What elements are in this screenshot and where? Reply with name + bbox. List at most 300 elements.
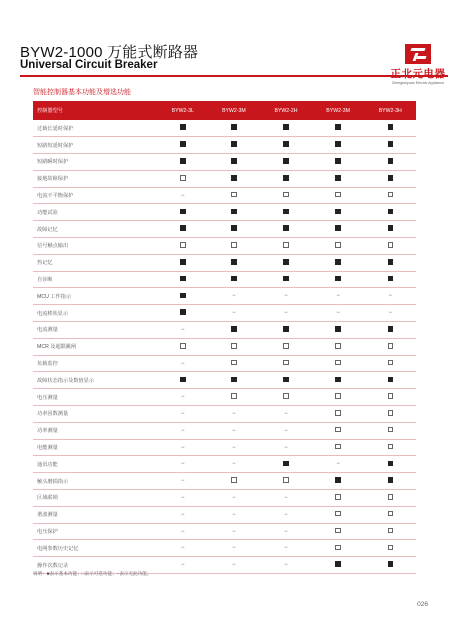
filled-square-icon xyxy=(283,461,289,467)
table-header-cell: BYW2-3M xyxy=(222,107,246,114)
filled-square-icon xyxy=(231,209,237,215)
table-row xyxy=(33,154,416,171)
dash-icon: − xyxy=(284,528,288,535)
feature-cell xyxy=(260,406,311,423)
feature-cell xyxy=(312,322,365,339)
feature-cell xyxy=(312,271,365,288)
feature-cell xyxy=(365,406,417,423)
feature-cell xyxy=(208,154,261,171)
feature-cell xyxy=(208,238,261,255)
table-header-cell: BYW2-3H xyxy=(378,107,402,114)
dash-icon: − xyxy=(336,310,340,317)
table-header-cell: BYW2-2H xyxy=(274,107,298,114)
feature-cell xyxy=(208,456,261,473)
feature-label: 故障记忆 xyxy=(37,226,58,233)
feature-label: 信号触点输出 xyxy=(37,243,69,250)
empty-square-icon xyxy=(335,192,341,198)
feature-cell xyxy=(158,322,208,339)
feature-cell xyxy=(365,305,417,322)
empty-square-icon xyxy=(335,242,341,248)
feature-cell xyxy=(260,338,311,355)
feature-cell xyxy=(365,506,417,523)
feature-cell xyxy=(158,406,208,423)
feature-cell xyxy=(208,540,261,557)
empty-square-icon xyxy=(180,343,186,349)
dash-icon: − xyxy=(181,461,185,468)
table-row xyxy=(33,422,416,439)
function-table xyxy=(33,101,416,574)
feature-cell xyxy=(365,456,417,473)
feature-cell xyxy=(158,187,208,204)
dash-icon: − xyxy=(284,545,288,552)
feature-cell xyxy=(208,422,261,439)
dash-icon: − xyxy=(181,494,185,501)
feature-cell xyxy=(312,338,365,355)
feature-cell xyxy=(158,221,208,238)
feature-cell xyxy=(158,439,208,456)
filled-square-icon xyxy=(231,377,237,383)
filled-square-icon xyxy=(180,309,186,315)
empty-square-icon xyxy=(388,528,394,534)
feature-cell xyxy=(365,288,417,305)
feature-cell xyxy=(312,288,365,305)
feature-cell xyxy=(312,120,365,137)
feature-label: 电流测量 xyxy=(37,327,58,334)
table-row xyxy=(33,355,416,372)
dash-icon: − xyxy=(232,427,236,434)
feature-label: 功能试验 xyxy=(37,209,58,216)
table-body xyxy=(33,120,416,574)
filled-square-icon xyxy=(388,158,394,164)
feature-label: 电网参数历史记忆 xyxy=(37,545,79,552)
feature-cell xyxy=(260,322,311,339)
feature-cell xyxy=(365,389,417,406)
feature-cell xyxy=(365,254,417,271)
filled-square-icon xyxy=(335,561,341,567)
feature-cell xyxy=(260,389,311,406)
feature-cell xyxy=(158,540,208,557)
feature-cell xyxy=(312,221,365,238)
table-row xyxy=(33,322,416,339)
feature-cell xyxy=(260,490,311,507)
dash-icon: − xyxy=(181,410,185,417)
feature-cell xyxy=(312,305,365,322)
empty-square-icon xyxy=(388,192,394,198)
feature-cell xyxy=(365,473,417,490)
feature-cell xyxy=(312,355,365,372)
table-row xyxy=(33,338,416,355)
feature-label: 短路短延时保护 xyxy=(37,142,74,149)
feature-cell xyxy=(208,506,261,523)
feature-cell xyxy=(365,137,417,154)
table-row xyxy=(33,137,416,154)
feature-cell xyxy=(312,506,365,523)
filled-square-icon xyxy=(180,293,186,299)
feature-label: 电压测量 xyxy=(37,394,58,401)
feature-cell xyxy=(260,120,311,137)
feature-cell xyxy=(312,406,365,423)
feature-cell xyxy=(158,271,208,288)
feature-cell xyxy=(208,439,261,456)
filled-square-icon xyxy=(283,326,289,332)
feature-cell xyxy=(260,439,311,456)
filled-square-icon xyxy=(231,158,237,164)
feature-cell xyxy=(365,523,417,540)
feature-cell xyxy=(158,523,208,540)
empty-square-icon xyxy=(335,511,341,517)
feature-cell xyxy=(365,372,417,389)
filled-square-icon xyxy=(335,377,341,383)
feature-cell xyxy=(208,221,261,238)
feature-cell xyxy=(208,355,261,372)
feature-cell xyxy=(260,137,311,154)
filled-square-icon xyxy=(283,175,289,181)
empty-square-icon xyxy=(388,393,394,399)
feature-cell xyxy=(158,288,208,305)
feature-label: 电能测量 xyxy=(37,445,58,452)
feature-cell xyxy=(312,456,365,473)
feature-label: 故障状态指示及数值显示 xyxy=(37,377,95,384)
table-row xyxy=(33,120,416,137)
empty-square-icon xyxy=(388,427,394,433)
dash-icon: − xyxy=(181,528,185,535)
dash-icon: − xyxy=(181,511,185,518)
feature-cell xyxy=(312,170,365,187)
feature-cell xyxy=(208,305,261,322)
dash-icon: − xyxy=(232,528,236,535)
empty-square-icon xyxy=(335,494,341,500)
empty-square-icon xyxy=(231,393,237,399)
dash-icon: − xyxy=(336,293,340,300)
filled-square-icon xyxy=(231,124,237,130)
empty-square-icon xyxy=(335,427,341,433)
empty-square-icon xyxy=(180,242,186,248)
table-header-cell: 控制器型号 xyxy=(37,108,63,114)
table-header-cell: BYW2-3M xyxy=(326,107,350,114)
feature-label: MCR 及超限跳闸 xyxy=(37,344,77,351)
empty-square-icon xyxy=(388,494,394,500)
feature-cell xyxy=(208,473,261,490)
filled-square-icon xyxy=(231,175,237,181)
table-row xyxy=(33,490,416,507)
dash-icon: − xyxy=(181,427,185,434)
empty-square-icon xyxy=(283,393,289,399)
empty-square-icon xyxy=(335,410,341,416)
empty-square-icon xyxy=(388,242,394,248)
dash-icon: − xyxy=(232,410,236,417)
filled-square-icon xyxy=(283,259,289,265)
filled-square-icon xyxy=(335,326,341,332)
feature-cell xyxy=(158,506,208,523)
feature-cell xyxy=(208,271,261,288)
dash-icon: − xyxy=(232,461,236,468)
filled-square-icon xyxy=(180,141,186,147)
feature-label: 负载监控 xyxy=(37,361,58,368)
empty-square-icon xyxy=(388,410,394,416)
filled-square-icon xyxy=(335,259,341,265)
feature-cell xyxy=(365,221,417,238)
filled-square-icon xyxy=(180,209,186,215)
feature-cell xyxy=(312,254,365,271)
feature-cell xyxy=(158,170,208,187)
feature-cell xyxy=(260,540,311,557)
empty-square-icon xyxy=(335,393,341,399)
feature-cell xyxy=(208,120,261,137)
table-row xyxy=(33,305,416,322)
empty-square-icon xyxy=(335,528,341,534)
empty-square-icon xyxy=(283,477,289,483)
feature-cell xyxy=(312,523,365,540)
feature-cell xyxy=(312,389,365,406)
feature-cell xyxy=(260,305,311,322)
feature-cell xyxy=(208,322,261,339)
dash-icon: − xyxy=(181,478,185,485)
feature-cell xyxy=(158,338,208,355)
brand-name-en: Zhengbeiyuan Electric Appliance xyxy=(391,81,445,85)
feature-label: 谐波测量 xyxy=(37,512,58,519)
dash-icon: − xyxy=(232,293,236,300)
feature-cell xyxy=(365,439,417,456)
filled-square-icon xyxy=(335,477,341,483)
feature-cell xyxy=(260,154,311,171)
table-row xyxy=(33,372,416,389)
filled-square-icon xyxy=(388,124,394,130)
feature-label: 操作次数记录 xyxy=(37,562,69,569)
empty-square-icon xyxy=(180,175,186,181)
feature-cell xyxy=(365,238,417,255)
filled-square-icon xyxy=(283,141,289,147)
dash-icon: − xyxy=(284,410,288,417)
filled-square-icon xyxy=(283,158,289,164)
feature-cell xyxy=(260,204,311,221)
feature-cell xyxy=(365,154,417,171)
table-header-row xyxy=(33,101,416,120)
feature-cell xyxy=(208,557,261,574)
filled-square-icon xyxy=(335,209,341,215)
filled-square-icon xyxy=(388,209,394,215)
dash-icon: − xyxy=(284,310,288,317)
table-row xyxy=(33,170,416,187)
feature-cell xyxy=(158,372,208,389)
table-row xyxy=(33,506,416,523)
feature-cell xyxy=(260,170,311,187)
table-row xyxy=(33,540,416,557)
filled-square-icon xyxy=(335,124,341,130)
filled-square-icon xyxy=(283,276,289,282)
feature-cell xyxy=(158,305,208,322)
feature-cell xyxy=(158,120,208,137)
feature-cell xyxy=(312,238,365,255)
table-row xyxy=(33,238,416,255)
feature-cell xyxy=(158,490,208,507)
filled-square-icon xyxy=(283,124,289,130)
feature-cell xyxy=(208,254,261,271)
empty-square-icon xyxy=(335,545,341,551)
feature-cell xyxy=(208,137,261,154)
feature-label: 电流棒状显示 xyxy=(37,310,69,317)
filled-square-icon xyxy=(283,225,289,231)
feature-cell xyxy=(365,355,417,372)
feature-cell xyxy=(260,221,311,238)
empty-square-icon xyxy=(283,242,289,248)
dash-icon: − xyxy=(232,444,236,451)
filled-square-icon xyxy=(388,225,394,231)
feature-cell xyxy=(365,120,417,137)
feature-label: 自诊断 xyxy=(37,277,53,284)
dash-icon: − xyxy=(284,494,288,501)
table-row xyxy=(33,187,416,204)
filled-square-icon xyxy=(388,175,394,181)
filled-square-icon xyxy=(231,326,237,332)
page-title: BYW2-1000 万能式断路器 xyxy=(20,44,199,61)
feature-label: 功率因数测量 xyxy=(37,411,69,418)
feature-cell xyxy=(312,372,365,389)
feature-cell xyxy=(260,473,311,490)
dash-icon: − xyxy=(181,545,185,552)
title-rule xyxy=(20,75,448,77)
dash-icon: − xyxy=(181,394,185,401)
feature-label: 过载长延时保护 xyxy=(37,125,74,132)
empty-square-icon xyxy=(335,360,341,366)
feature-cell xyxy=(365,422,417,439)
table-row xyxy=(33,406,416,423)
logo-mark-icon xyxy=(405,44,431,64)
table-row xyxy=(33,473,416,490)
feature-cell xyxy=(208,389,261,406)
feature-cell xyxy=(312,540,365,557)
dash-icon: − xyxy=(388,293,392,300)
feature-cell xyxy=(158,137,208,154)
feature-label: 功率测量 xyxy=(37,428,58,435)
table-row xyxy=(33,523,416,540)
feature-cell xyxy=(158,557,208,574)
feature-cell xyxy=(208,204,261,221)
dash-icon: − xyxy=(284,444,288,451)
filled-square-icon xyxy=(283,209,289,215)
filled-square-icon xyxy=(388,326,394,332)
table-row xyxy=(33,439,416,456)
dash-icon: − xyxy=(232,494,236,501)
filled-square-icon xyxy=(180,276,186,282)
empty-square-icon xyxy=(231,192,237,198)
feature-label: MCU 工作指示 xyxy=(37,293,72,300)
table-row xyxy=(33,389,416,406)
feature-label: 接地故障保护 xyxy=(37,176,69,183)
feature-cell xyxy=(260,355,311,372)
feature-cell xyxy=(260,557,311,574)
feature-cell xyxy=(260,456,311,473)
feature-cell xyxy=(260,506,311,523)
dash-icon: − xyxy=(284,427,288,434)
feature-cell xyxy=(260,187,311,204)
filled-square-icon xyxy=(388,377,394,383)
feature-label: 热记忆 xyxy=(37,260,53,267)
dash-icon: − xyxy=(232,310,236,317)
section-title: 智能控制器基本功能及增选功能 xyxy=(33,89,131,96)
dash-icon: − xyxy=(181,562,185,569)
feature-cell xyxy=(312,204,365,221)
empty-square-icon xyxy=(231,242,237,248)
table-row xyxy=(33,271,416,288)
table-row xyxy=(33,221,416,238)
dash-icon: − xyxy=(232,562,236,569)
feature-cell xyxy=(260,254,311,271)
feature-cell xyxy=(365,322,417,339)
empty-square-icon xyxy=(335,343,341,349)
feature-label: 短路瞬时保护 xyxy=(37,159,69,166)
brand-name-cn: 正北元电器 xyxy=(390,68,446,80)
filled-square-icon xyxy=(180,259,186,265)
feature-cell xyxy=(158,473,208,490)
filled-square-icon xyxy=(335,158,341,164)
filled-square-icon xyxy=(231,225,237,231)
dash-icon: − xyxy=(181,326,185,333)
feature-cell xyxy=(365,271,417,288)
feature-cell xyxy=(312,137,365,154)
empty-square-icon xyxy=(388,511,394,517)
filled-square-icon xyxy=(283,377,289,383)
feature-cell xyxy=(312,490,365,507)
feature-label: 电压保护 xyxy=(37,529,58,536)
feature-cell xyxy=(158,422,208,439)
table-row xyxy=(33,456,416,473)
dash-icon: − xyxy=(284,562,288,569)
feature-cell xyxy=(260,372,311,389)
legend-note: 说明：■表示基本功能；□表示可选功能；−表示无此功能。 xyxy=(33,571,152,576)
feature-cell xyxy=(365,204,417,221)
feature-cell xyxy=(312,557,365,574)
feature-cell xyxy=(208,372,261,389)
feature-label: 通讯功能 xyxy=(37,461,58,468)
dash-icon: − xyxy=(181,360,185,367)
brand-logo xyxy=(386,44,450,85)
feature-cell xyxy=(312,187,365,204)
feature-cell xyxy=(158,204,208,221)
feature-cell xyxy=(365,170,417,187)
feature-cell xyxy=(312,439,365,456)
feature-cell xyxy=(312,154,365,171)
feature-cell xyxy=(260,238,311,255)
feature-cell xyxy=(208,490,261,507)
feature-cell xyxy=(312,422,365,439)
feature-cell xyxy=(208,187,261,204)
feature-cell xyxy=(260,422,311,439)
table-header-cell: BYW2-3L xyxy=(171,107,194,114)
table-row xyxy=(33,204,416,221)
empty-square-icon xyxy=(283,192,289,198)
filled-square-icon xyxy=(180,158,186,164)
page-number: 026 xyxy=(417,601,428,608)
filled-square-icon xyxy=(388,561,394,567)
filled-square-icon xyxy=(231,259,237,265)
filled-square-icon xyxy=(388,477,394,483)
feature-cell xyxy=(208,170,261,187)
feature-cell xyxy=(260,523,311,540)
filled-square-icon xyxy=(335,225,341,231)
dash-icon: − xyxy=(181,444,185,451)
empty-square-icon xyxy=(388,343,394,349)
feature-cell xyxy=(365,490,417,507)
dash-icon: − xyxy=(336,461,340,468)
feature-cell xyxy=(158,154,208,171)
filled-square-icon xyxy=(180,377,186,383)
feature-cell xyxy=(365,187,417,204)
table-row xyxy=(33,254,416,271)
feature-cell xyxy=(208,523,261,540)
feature-cell xyxy=(312,473,365,490)
feature-cell xyxy=(365,540,417,557)
empty-square-icon xyxy=(231,343,237,349)
